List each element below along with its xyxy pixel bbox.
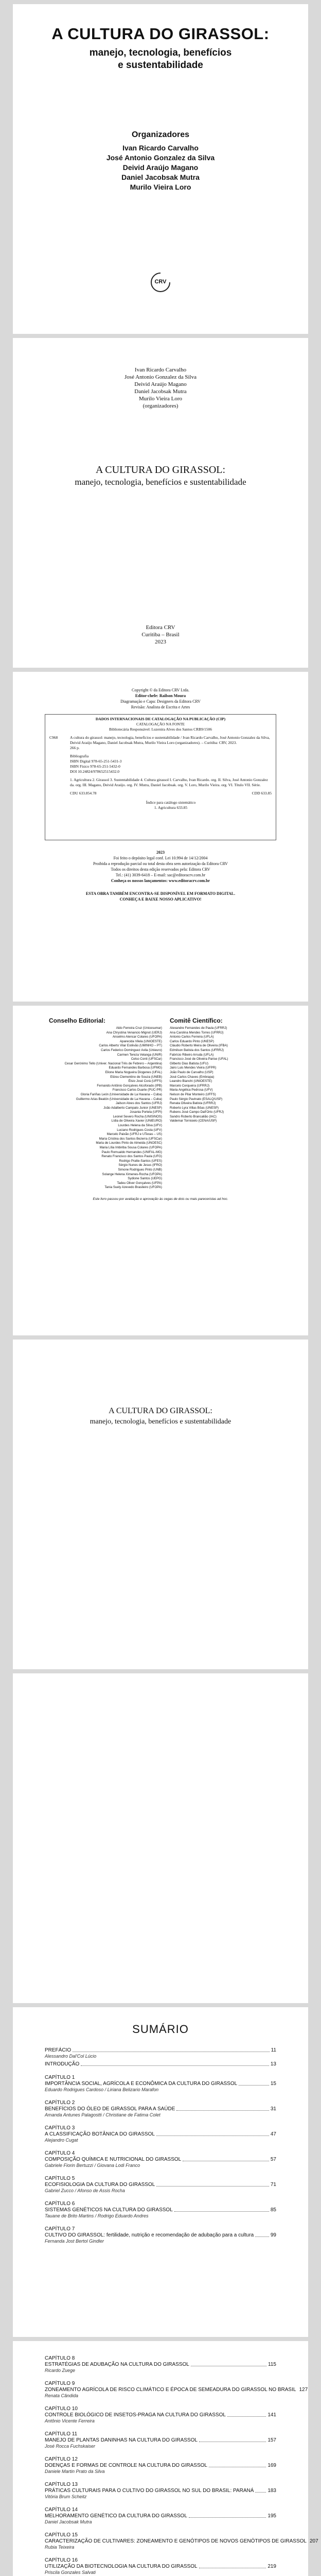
copyright-page (13, 672, 308, 1002)
editorial-board-list (23, 1026, 162, 1190)
board-member: Carlos Alberto Vilar Estêvão (UMINHO – PT) (99, 1044, 162, 1048)
board-member: Carmen Tereza Velanga (UNIR) (117, 1053, 162, 1057)
board-member: Lourdes Helena da Silva (UFV) (118, 1124, 162, 1128)
board-member: Josania Portela (UFPI) (130, 1110, 162, 1114)
toc-page-number: 127 (299, 2387, 308, 2393)
board-member: Leandro Bianchi (UNIOESTE) (170, 1079, 212, 1083)
cover-organizers-heading: Organizadores (131, 130, 190, 139)
board-member: Paulo Sérgio Pavinato (ESALQ/USP) (170, 1097, 223, 1101)
cover-organizer: Daniel Jacobsak Mutra (121, 173, 200, 181)
toc-authors: Antônio Vicente Ferreira (45, 2418, 95, 2424)
toc-page-number: 11 (271, 2047, 276, 2053)
board-member: Maria Lília Imbiriba Sousa Colares (UFOPA) (99, 1146, 162, 1150)
toc-page-number: 85 (270, 2207, 276, 2213)
toc-leader-dots (176, 2110, 269, 2111)
toc-entry[interactable] (45, 2564, 276, 2570)
toc-entry-title: ECOFISIOLOGIA DA CULTURA DO GIRASSOL (45, 2182, 155, 2188)
rights-reserved: Todos os direitos desta edição reservados pela: Editora CRV (111, 867, 210, 872)
toc-entry-title: SISTEMAS GENÉTICOS NA CULTURA DO GIRASSOL (45, 2207, 173, 2213)
cover-organizer: José Antonio Gonzalez da Silva (106, 154, 215, 162)
toc-entry-title: ZONEAMENTO AGRÍCOLA DE RISCO CLIMÁTICO E ÉPOCA DE SEMEADURA DO GIRASSOL NO BRASIL (45, 2387, 296, 2393)
board-member: Fernando Antônio Gonçalves Alcoforado (IPB) (97, 1083, 162, 1088)
board-member: Renata Oliveira Batista (UFRRJ) (170, 1101, 216, 1106)
cip-bibliography: Bibliografia (70, 754, 89, 758)
toc-entry[interactable] (45, 2488, 276, 2494)
cip-isbn-digital: ISBN Digital 978-65-251-5431-3 (70, 759, 122, 764)
peer-review-note: Este livro passou por avaliação e aprovação às cegas de dois ou mais pareceristas ad hoc. (93, 1197, 228, 1201)
toc-chapter-label: CAPÍTULO 11 (45, 2431, 78, 2437)
crv-logo-text: CRV (154, 279, 167, 285)
toc-leader-dots (239, 2085, 269, 2086)
cover-organizers-list (13, 143, 308, 192)
board-member: Rodrigo Pratte-Santos (UFES) (119, 1159, 162, 1163)
cip-subheading: CATALOGAÇÃO NA FONTE (136, 722, 185, 726)
editorial-board-heading: Conselho Editorial: (49, 1017, 106, 1024)
board-member: Nelson de Pilar Monteiro (UFFS) (170, 1092, 216, 1096)
toc-page-number: 219 (268, 2564, 276, 2569)
toc-entry-title: ESTRATÉGIAS DE ADUBAÇÃO NA CULTURA DO GIRASSOL (45, 2362, 189, 2367)
cip-subjects: 1. Agricultura 2. Girassol 3. Sustentabilidade 4. Cultura girassol I. Carvalho, Ivan Ricardo. org. II. Silva, José Antonio Gonzalez da. org. III. Magano, Deivid Araújo. org. IV. Mutra, Daniel Jacobsak. org. V. Loro, Murilo Vieira. org. VI. Título VII. Série. (70, 777, 268, 787)
toc-leader-dots (255, 2492, 266, 2493)
toc-entry-title: DOENÇAS E FORMAS DE CONTROLE NA CULTURA DO GIRASSOL (45, 2463, 207, 2468)
toc-chapter-label: CAPÍTULO 7 (45, 2226, 75, 2232)
toc-chapter-label: CAPÍTULO 12 (45, 2456, 78, 2462)
legal-deposit: Foi feito o depósito legal conf. Lei 10.994 de 14/12/2004 (113, 856, 208, 860)
toc-entry-title: CULTIVO DO GIRASSOL: fertilidade, nutrição e recomendação de adubação para a cultura (45, 2232, 254, 2238)
toc-chapter-label: CAPÍTULO 3 (45, 2125, 75, 2131)
title-page-role: (organizadores) (142, 403, 179, 409)
toc-chapter-label: CAPÍTULO 10 (45, 2406, 78, 2412)
board-member: Marcelo Cerqueira (UFRRJ) (170, 1083, 210, 1088)
toc-page-number: 157 (268, 2437, 276, 2443)
cip-isbn-fisico: ISBN Físico 978-65-251-5432-0 (70, 764, 120, 769)
toc-page-number: 141 (268, 2412, 276, 2418)
toc-entry[interactable] (45, 2061, 276, 2067)
board-member: João Paulo de Carvalho (USP) (170, 1070, 213, 1074)
toc-leader-dots (189, 2517, 266, 2518)
copyright-legal (13, 850, 308, 884)
board-member: Jairo Luis Mendes Vieira (UFPR) (170, 1066, 217, 1070)
title-page-name: Daniel Jacobsak Mutra (134, 388, 187, 395)
toc-entry[interactable] (45, 2131, 276, 2138)
board-member: Francisco José de Oliveira Parise (UFAL) (170, 1057, 228, 1061)
title-page-name: Murilo Vieira Loro (138, 396, 183, 402)
rights-notice: Proibida a reprodução parcial ou total desta obra sem autorização da Editora CRV (93, 861, 228, 866)
toc-entry-title: MELHORAMENTO GENÉTICO DA CULTURA DO GIRASSOL (45, 2513, 187, 2519)
editor-line: Editor-chefe: Railson Moura (135, 693, 186, 698)
toc-entry-title: A CLASSIFICAÇÃO BOTÂNICA DO GIRASSOL (45, 2131, 155, 2137)
toc-entry-title: UTILIZAÇÃO DA BIOTECNOLOGIA NA CULTURA DO GIRASSOL (45, 2564, 198, 2569)
toc-page-2 (13, 2341, 318, 2576)
toc-entry[interactable] (45, 2081, 276, 2087)
cip-librarian: Bibliotecária Responsável: Luzenira Alves dos Santos CRB9/1506 (109, 727, 212, 732)
toc-chapter-label: CAPÍTULO 5 (45, 2176, 75, 2181)
cip-pages: 266 p. (70, 745, 80, 750)
toc-page-number: 71 (270, 2182, 276, 2188)
toc-chapter-label: CAPÍTULO 9 (45, 2381, 75, 2386)
toc-authors: Gabriel Zucco / Afonso de Assis Rocha (45, 2188, 125, 2193)
toc-entry[interactable] (45, 2232, 276, 2239)
title-page-title: A CULTURA DO GIRASSOL: (95, 464, 226, 476)
toc-entry[interactable] (45, 2362, 276, 2368)
toc-entry-title: INTRODUÇÃO (45, 2061, 80, 2067)
board-member: João Adalberto Campato Junior (UNESP) (103, 1106, 162, 1110)
cip-cdu: CDU 633.854.78 (70, 791, 97, 795)
toc-authors: Daniele Martin Prato da Silva (45, 2469, 105, 2474)
toc-entry-title: PREFÁCIO (45, 2047, 72, 2053)
board-member: Marcelo Paixão (UFRJ e UTexas – US) (106, 1132, 162, 1137)
board-member: Antonio Carlos Ferreira (UFLA) (170, 1035, 214, 1039)
board-member: Tadeu Oliver Gonçalves (UFPA) (117, 1181, 162, 1185)
toc-entry[interactable] (45, 2513, 276, 2519)
toc-chapter-label: CAPÍTULO 4 (45, 2150, 75, 2156)
board-member: Ana Chrystina Venancio Mignot (UERJ) (106, 1030, 162, 1035)
board-member: Cesar Gerónimo Tello (Univer. Nacional Três de Febrero – Argentina) (64, 1061, 162, 1065)
toc-entry[interactable] (45, 2412, 276, 2418)
toc-authors: Eduardo Rodrigues Cardoso / Liriana Belizario Marafon (45, 2087, 159, 2092)
cover-organizer: Murilo Vieira Loro (130, 183, 191, 191)
board-member: Valdemar Tornisielo (CENA/USP) (170, 1119, 217, 1123)
cip-heading: DADOS INTERNACIONAIS DE CATALOGAÇÃO NA PUBLICAÇÃO (CIP) (95, 717, 226, 721)
toc-authors: Tauane de Brito Martins / Rodrigo Eduardo Andres (45, 2213, 149, 2218)
toc-entry[interactable] (45, 2463, 276, 2469)
board-member: Renato Francisco dos Santos Paula (UFG) (101, 1155, 162, 1159)
board-member: Alexandre Fernandes de Paula (UFRRJ) (170, 1026, 227, 1030)
toc-chapter-label: CAPÍTULO 13 (45, 2482, 78, 2487)
board-member: Luciano Rodrigues Costa (UFV) (117, 1128, 162, 1132)
toc-entry-title: PRÁTICAS CULTURAIS PARA O CULTIVO DO GIRASSOL NO SUL DO BRASIL: PARANÁ (45, 2488, 254, 2494)
title-page-publisher: Editora CRV (146, 624, 175, 631)
scientific-committee-list (170, 1026, 298, 1124)
title-page-name: Ivan Ricardo Carvalho (134, 367, 187, 373)
cip-doi: DOI 10.24824/978652515432.0 (70, 769, 120, 774)
council-page (13, 1006, 308, 1335)
board-member: Rubens José Campo Dall'Orto (UFRJ) (170, 1110, 224, 1114)
toc-chapter-label: CAPÍTULO 16 (45, 2557, 78, 2563)
cip-index-entry: 1. Agricultura 633.85 (154, 805, 188, 810)
edition-year: 2023 (156, 850, 165, 855)
board-member: Ana Carolina Mendes Torres (UFRRJ) (170, 1030, 224, 1035)
toc-authors: José Rocca Fuchskaiser (45, 2444, 96, 2449)
title-page-imprint (13, 624, 308, 646)
toc-entry[interactable] (45, 2207, 276, 2213)
board-member: Maria de Lourdes Pinto de Almeida (UNOESC) (96, 1141, 162, 1145)
board-member: Paulo Romualdo Hernandes (UNIFAL-MG) (101, 1150, 162, 1154)
toc-chapter-label: CAPÍTULO 15 (45, 2532, 78, 2538)
board-member: Aldo Ferreira Cruz (Unicesumar) (116, 1026, 162, 1030)
digital-notice (13, 891, 308, 902)
toc-authors: Gabriele Fiorin Bertuzzi / Giovana Lodi Franco (45, 2163, 140, 2168)
contact-site: Conheça os nossos lançamentos: www.editoracrv.com.br (111, 878, 210, 883)
toc-leader-dots (81, 2065, 269, 2066)
cip-code: C968 (49, 735, 58, 740)
contact-phone: Tel.: (41) 3039-6418 – E-mail: sac@editoracrv.com.br (115, 873, 206, 877)
toc-authors: Rubia Teixeira (45, 2545, 75, 2550)
copyright-line: Copyright © da Editora CRV Ltda. (132, 688, 189, 692)
cover-title: A CULTURA DO GIRASSOL: (51, 25, 270, 43)
digital-notice-line-2: CONHEÇA E BAIXE NOSSO APLICATIVO! (119, 897, 202, 902)
title-page-name: Deivid Araújo Magano (134, 381, 187, 387)
toc-entry[interactable] (45, 2538, 318, 2545)
board-member: Francisco Carlos Duarte (PUC-PR) (112, 1088, 162, 1092)
toc-authors: Fernanda Jost Bertol Gindler (45, 2239, 104, 2244)
blank-page (13, 1673, 308, 2003)
board-member: Anselmo Alencar Colares (UFOPA) (112, 1035, 162, 1039)
board-member: Gloria Fariñas León (Universidade de La Havana – Cuba) (80, 1092, 162, 1096)
board-member: Cláudio Roberto Meira de Oliveira (IFBA) (170, 1044, 228, 1048)
toc-entry-title: CARACTERIZAÇÃO DE CULTIVARES: ZONEAMENTO E GENÓTIPOS DE NOVOS GENÓTIPOS DE GIRASSOL (45, 2538, 307, 2544)
toc-entry-title: IMPORTÂNCIA SOCIAL, AGRÍCOLA E ECONÔMICA DA CULTURA DO GIRASSOL (45, 2081, 238, 2087)
copyright-credits (13, 687, 308, 710)
toc-chapter-label: CAPÍTULO 8 (45, 2355, 75, 2361)
board-member: Gilberto Dias Batista (UFU) (170, 1061, 208, 1065)
toc-authors: Alejandro Cugat (45, 2138, 78, 2143)
toc-chapter-label: CAPÍTULO 6 (45, 2201, 75, 2207)
toc-leader-dots (227, 2416, 266, 2417)
board-member: Aparecida Vilela (UNIOESTE) (119, 1039, 162, 1043)
crv-logo (150, 272, 171, 293)
toc-page-number: 15 (270, 2081, 276, 2087)
toc-entry[interactable] (45, 2387, 308, 2393)
toc-list (45, 2348, 318, 2576)
scientific-committee-heading: Comitê Científico: (170, 1017, 223, 1024)
title-page-name: José Antonio Gonzalez da Silva (124, 374, 197, 380)
title-page (13, 338, 308, 668)
toc-page-number: 183 (268, 2488, 276, 2494)
board-member: Tania Suely Azevedo Brasileiro (UFOPA) (104, 1185, 162, 1190)
toc-list (45, 2047, 276, 2246)
title-page-city: Curitiba – Brasil (141, 632, 180, 638)
toc-page-number: 99 (270, 2232, 276, 2238)
toc-entry[interactable] (45, 2047, 276, 2054)
toc-authors: Daniel Jacobsak Mutra (45, 2519, 92, 2524)
toc-entry-title: BENEFÍCIOS DO ÓLEO DE GIRASSOL PARA A SAÚDE (45, 2106, 175, 2112)
toc-page-number: 195 (268, 2513, 276, 2519)
inner-subtitle: manejo, tecnologia, benefícios e sustentabilidade (90, 1418, 231, 1426)
toc-leader-dots (156, 2186, 269, 2187)
toc-page-number: 47 (270, 2131, 276, 2137)
board-member: Guillermo Arias Beatón (Universidade de La Havana – Cuba) (76, 1097, 162, 1101)
board-member: Fabrício Ribeiro Arruda (UFLA) (170, 1053, 214, 1057)
board-member: José Carlos Chaves (Embrapa) (170, 1075, 215, 1079)
toc-chapter-label: CAPÍTULO 1 (45, 2075, 75, 2080)
toc-page-number: 207 (309, 2538, 318, 2544)
digital-notice-line-1: ESTA OBRA TAMBÉM ENCONTRA-SE DISPONÍVEL EM FORMATO DIGITAL. (85, 891, 236, 896)
cover-subtitle-line-2: e sustentabilidade (118, 60, 203, 71)
board-member: Leonel Severo Rocha (UNISINOS) (113, 1114, 162, 1118)
cip-cdd: CDD 633.85 (252, 791, 272, 795)
toc-heading: SUMÁRIO (132, 2023, 189, 2036)
toc-page-number: 31 (270, 2106, 276, 2112)
board-member: Élsio José Corá (UFFS) (128, 1079, 162, 1083)
toc-page-number: 169 (268, 2463, 276, 2468)
board-member: Elizeu Clementino de Souza (UNEB) (110, 1075, 162, 1079)
toc-authors: Ricardo Zuege (45, 2368, 76, 2373)
board-member: Carlos Eduardo Pinto (UNESP) (170, 1039, 214, 1043)
toc-page-1 (13, 2007, 308, 2337)
inner-title: A CULTURA DO GIRASSOL: (109, 1406, 212, 1415)
board-member: Maria Cristina dos Santos Bezerra (UFSCar) (99, 1137, 162, 1141)
board-member: Elione Maria Nogueira Diogenes (UFAL) (105, 1070, 162, 1074)
board-member: Sérgio Nunes de Jesus (IFRO) (118, 1163, 162, 1167)
board-member: Celso Conti (UFSCar) (131, 1057, 162, 1061)
board-member: Sandro Roberto Brancalião (IAC) (170, 1114, 217, 1118)
board-member: Carlos Federico Dominguez Avila (Unieuro) (101, 1048, 162, 1052)
cover-page (13, 4, 308, 334)
toc-entry-title: CONTROLE BIOLÓGICO DE INSETOS-PRAGA NA CULTURA DO GIRASSOL (45, 2412, 226, 2418)
title-page-names (13, 366, 308, 410)
cover-organizer: Deivid Araújo Magano (122, 163, 199, 172)
toc-authors: Amanda Antunes Palagostti / Christiane de Fatima Colet (45, 2112, 160, 2117)
toc-authors: Renata Cândida (45, 2393, 79, 2398)
board-member: Edmilson Batista dos Santos (UFRRJ) (170, 1048, 224, 1052)
board-member: Simone Rodrigues Pinto (UNB) (118, 1168, 162, 1172)
toc-page-number: 115 (268, 2362, 276, 2367)
cip-entry: A cultura do girassol: manejo, tecnologia, benefícios e sustentabilidade / Ivan Ricardo Carvalho, José Antonio Gonzalez da Silva, Deivid Araújo Magano, Daniel Jacobsak Mutra, Murilo Vieira Loro (organizadores). – Curitiba: CRV, 2023. (70, 735, 270, 745)
board-member: Maria Angélica Pedrosa (UFV) (170, 1088, 213, 1092)
design-line: Diagramação e Capa: Designers da Editora CRV (120, 699, 201, 704)
board-member: Sydione Santos (UEPG) (128, 1177, 162, 1181)
toc-entry[interactable] (45, 2437, 276, 2444)
cover-subtitle-line-1: manejo, tecnologia, benefícios (89, 47, 232, 58)
toc-authors: Vitória Brum Scheitz (45, 2494, 87, 2499)
toc-authors: Alessandro Dal'Col Lúcio (45, 2054, 97, 2059)
cover-organizer: Ivan Ricardo Carvalho (122, 144, 199, 152)
board-member: Jailson Alves dos Santos (UFRJ) (115, 1101, 162, 1106)
toc-entry[interactable] (45, 2106, 276, 2112)
title-page-year: 2023 (155, 639, 166, 645)
toc-entry[interactable] (45, 2157, 276, 2163)
board-member: Eduardo Fernandes Barbosa (UFMG) (109, 1066, 162, 1070)
inner-title-page (13, 1340, 308, 1669)
toc-entry-title: COMPOSIÇÃO QUÍMICA E NUTRICIONAL DO GIRASSOL (45, 2157, 182, 2162)
toc-entry[interactable] (45, 2182, 276, 2188)
board-member: Lídia de Oliveira Xavier (UNIEURO) (111, 1119, 162, 1123)
toc-page-number: 13 (270, 2061, 276, 2067)
review-line: Revisão: Analista de Escrita e Artes (131, 705, 190, 709)
cip-box (45, 714, 276, 840)
cip-index-heading: Índice para catálogo sistemático (146, 800, 196, 805)
toc-page-number: 57 (270, 2157, 276, 2162)
toc-chapter-label: CAPÍTULO 14 (45, 2507, 78, 2513)
toc-chapter-label: CAPÍTULO 2 (45, 2100, 75, 2106)
toc-leader-dots (174, 2211, 269, 2212)
board-member: Roberto Lyra Villas Bôas (UNESP) (170, 1106, 219, 1110)
toc-entry-title: MANEJO DE PLANTAS DANINHAS NA CULTURA DO GIRASSOL (45, 2437, 198, 2443)
toc-leader-dots (255, 2236, 269, 2237)
toc-authors: Priscila Gonzales Salvati (45, 2570, 96, 2575)
board-member: Solange Helena Ximenes-Rocha (UFOPA) (102, 1172, 162, 1176)
title-page-subtitle: manejo, tecnologia, benefícios e sustentabilidade (75, 477, 246, 487)
